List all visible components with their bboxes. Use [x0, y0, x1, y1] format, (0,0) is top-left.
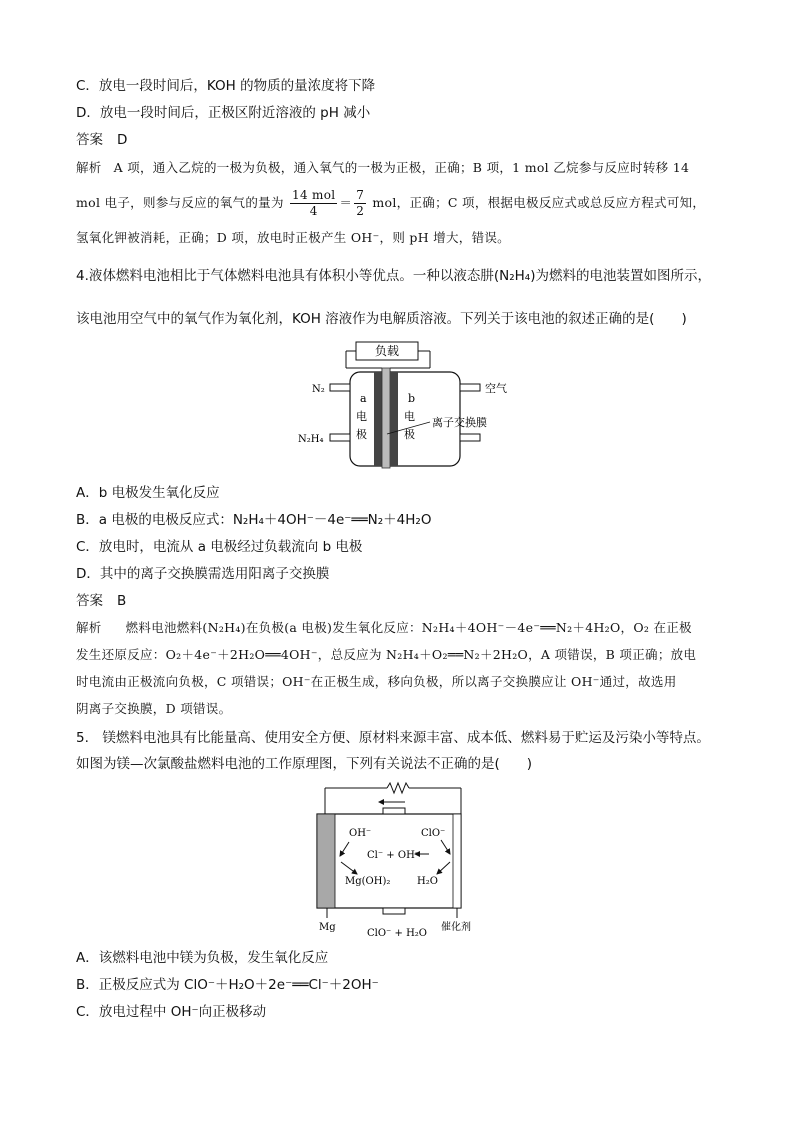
electrode-a	[374, 372, 382, 466]
membrane-label: 离子交换膜	[432, 416, 487, 429]
fuel-cell-diagram	[290, 338, 520, 473]
fraction-7-over-2: $\frac{7}{2}$	[356, 188, 365, 218]
prev-explanation-line-2	[76, 183, 705, 223]
catalyst-label: 催化剂	[441, 922, 471, 933]
n2h4-inlet-pipe	[330, 434, 350, 441]
q4-option-a: A．b 电极发生氧化反应	[76, 485, 220, 501]
explanation-text: 燃料电池燃料(N₂H₄)在负极(a 电极)发生氧化反应：N₂H₄＋4OH⁻－4e⁻══N₂＋4H₂O，O₂ 在正极	[125, 620, 692, 635]
explanation-text: mol，正确；C 项，根据电极反应式或总反应方程式可知，	[372, 195, 706, 210]
clo-h2o-label: ClO⁻ + H₂O	[367, 928, 427, 939]
answer-value: B	[117, 593, 127, 609]
mg-electrode	[317, 814, 335, 908]
q4-stem-line-2: 该电池用空气中的氧气作为氧化剂，KOH 溶液作为电解质溶液。下列关于该电池的叙述正确的是( )	[76, 311, 687, 327]
fraction-14mol-over-4: $\frac{\text{14 mol}}{4}$	[292, 188, 336, 218]
h2o-label: H₂O	[417, 876, 438, 887]
n2-label: N₂	[312, 384, 325, 395]
load-label: 负载	[374, 344, 400, 358]
q4-option-d: D．其中的离子交换膜需选用阳离子交换膜	[76, 566, 330, 582]
clo-label: ClO⁻	[421, 828, 446, 839]
mg-hypochlorite-cell-diagram	[305, 778, 485, 943]
air-label: 空气	[485, 382, 507, 395]
explanation-text: A 项，通入乙烷的一极为负极，通入氧气的一极为正极，正确；B 项，1 mol 乙烷参与反应时转移 14	[113, 160, 690, 175]
prev-explanation-line-1	[76, 159, 689, 177]
electrode-b	[390, 372, 398, 466]
answer-label: 答案	[76, 132, 103, 148]
prev-option-c: C．放电一段时间后，KOH 的物质的量浓度将下降	[76, 78, 376, 94]
air-inlet-pipe	[460, 384, 480, 391]
q5-stem-line-1: 5. 镁燃料电池具有比能量高、使用安全方便、原材料来源丰富、成本低、燃料易于贮运及污染小等特点。	[76, 730, 710, 746]
q5-stem-line-2: 如图为镁—次氯酸盐燃料电池的工作原理图，下列有关说法不正确的是( )	[76, 756, 533, 772]
prev-answer	[76, 131, 127, 149]
electrode-a-letter: a	[360, 392, 367, 405]
q4-explanation-line-3: 时电流由正极流向负极，C 项错误；OH⁻在正极生成，移向负极，所以离子交换膜应让 OH⁻通过，故选用	[76, 674, 677, 689]
q5-option-b: B．正极反应式为 ClO⁻＋H₂O＋2e⁻══Cl⁻＋2OH⁻	[76, 977, 379, 993]
answer-label: 答案	[76, 593, 103, 609]
equals-sign: ＝	[339, 195, 353, 210]
q5-option-c: C．放电过程中 OH⁻向正极移动	[76, 1004, 267, 1020]
right-outlet-pipe	[460, 434, 480, 441]
electrode-b-char-1: 电	[404, 410, 415, 423]
resistor	[387, 783, 409, 793]
q5-option-a: A．该燃料电池中镁为负极，发生氧化反应	[76, 950, 329, 966]
electrode-b-letter: b	[408, 392, 416, 405]
cl-oh-label: Cl⁻ + OH⁻	[367, 850, 421, 861]
q4-explanation-line-1	[76, 619, 692, 637]
catalyst-electrode	[453, 814, 461, 908]
q4-explanation-line-2: 发生还原反应：O₂＋4e⁻＋2H₂O══4OH⁻，总反应为 N₂H₄＋O₂══N₂＋2H₂O，A 项错误，B 项正确；放电	[76, 647, 697, 662]
explanation-text: mol 电子，则参与反应的氧气的量为	[76, 195, 284, 210]
mgoh2-label: Mg(OH)₂	[345, 876, 391, 887]
answer-value: D	[117, 132, 128, 148]
explanation-label: 解析	[76, 620, 102, 635]
oh-label: OH⁻	[349, 828, 372, 839]
explanation-label: 解析	[76, 160, 102, 175]
ion-exchange-membrane	[382, 368, 390, 468]
q4-option-b: B．a 电极的电极反应式：N₂H₄＋4OH⁻－4e⁻══N₂＋4H₂O	[76, 512, 432, 528]
q4-stem-line-1: 4.液体燃料电池相比于气体燃料电池具有体积小等优点。一种以液态肼(N₂H₄)为燃料的电池装置如图所示，	[76, 268, 711, 284]
n2h4-label: N₂H₄	[298, 434, 324, 445]
mg-label: Mg	[319, 922, 336, 933]
prev-option-d: D．放电一段时间后，正极区附近溶液的 pH 减小	[76, 105, 371, 121]
q4-option-c: C．放电时，电流从 a 电极经过负载流向 b 电极	[76, 539, 363, 555]
prev-explanation-line-3: 氢氧化钾被消耗，正确；D 项，放电时正极产生 OH⁻，则 pH 增大，错误。	[76, 230, 510, 245]
electrode-b-char-2: 极	[404, 428, 415, 441]
electrode-a-char-1: 电	[356, 410, 367, 423]
q4-explanation-line-4: 阴离子交换膜，D 项错误。	[76, 701, 232, 716]
n2-outlet-pipe	[330, 384, 350, 391]
electrode-a-char-2: 极	[356, 428, 367, 441]
q4-answer	[76, 592, 126, 610]
